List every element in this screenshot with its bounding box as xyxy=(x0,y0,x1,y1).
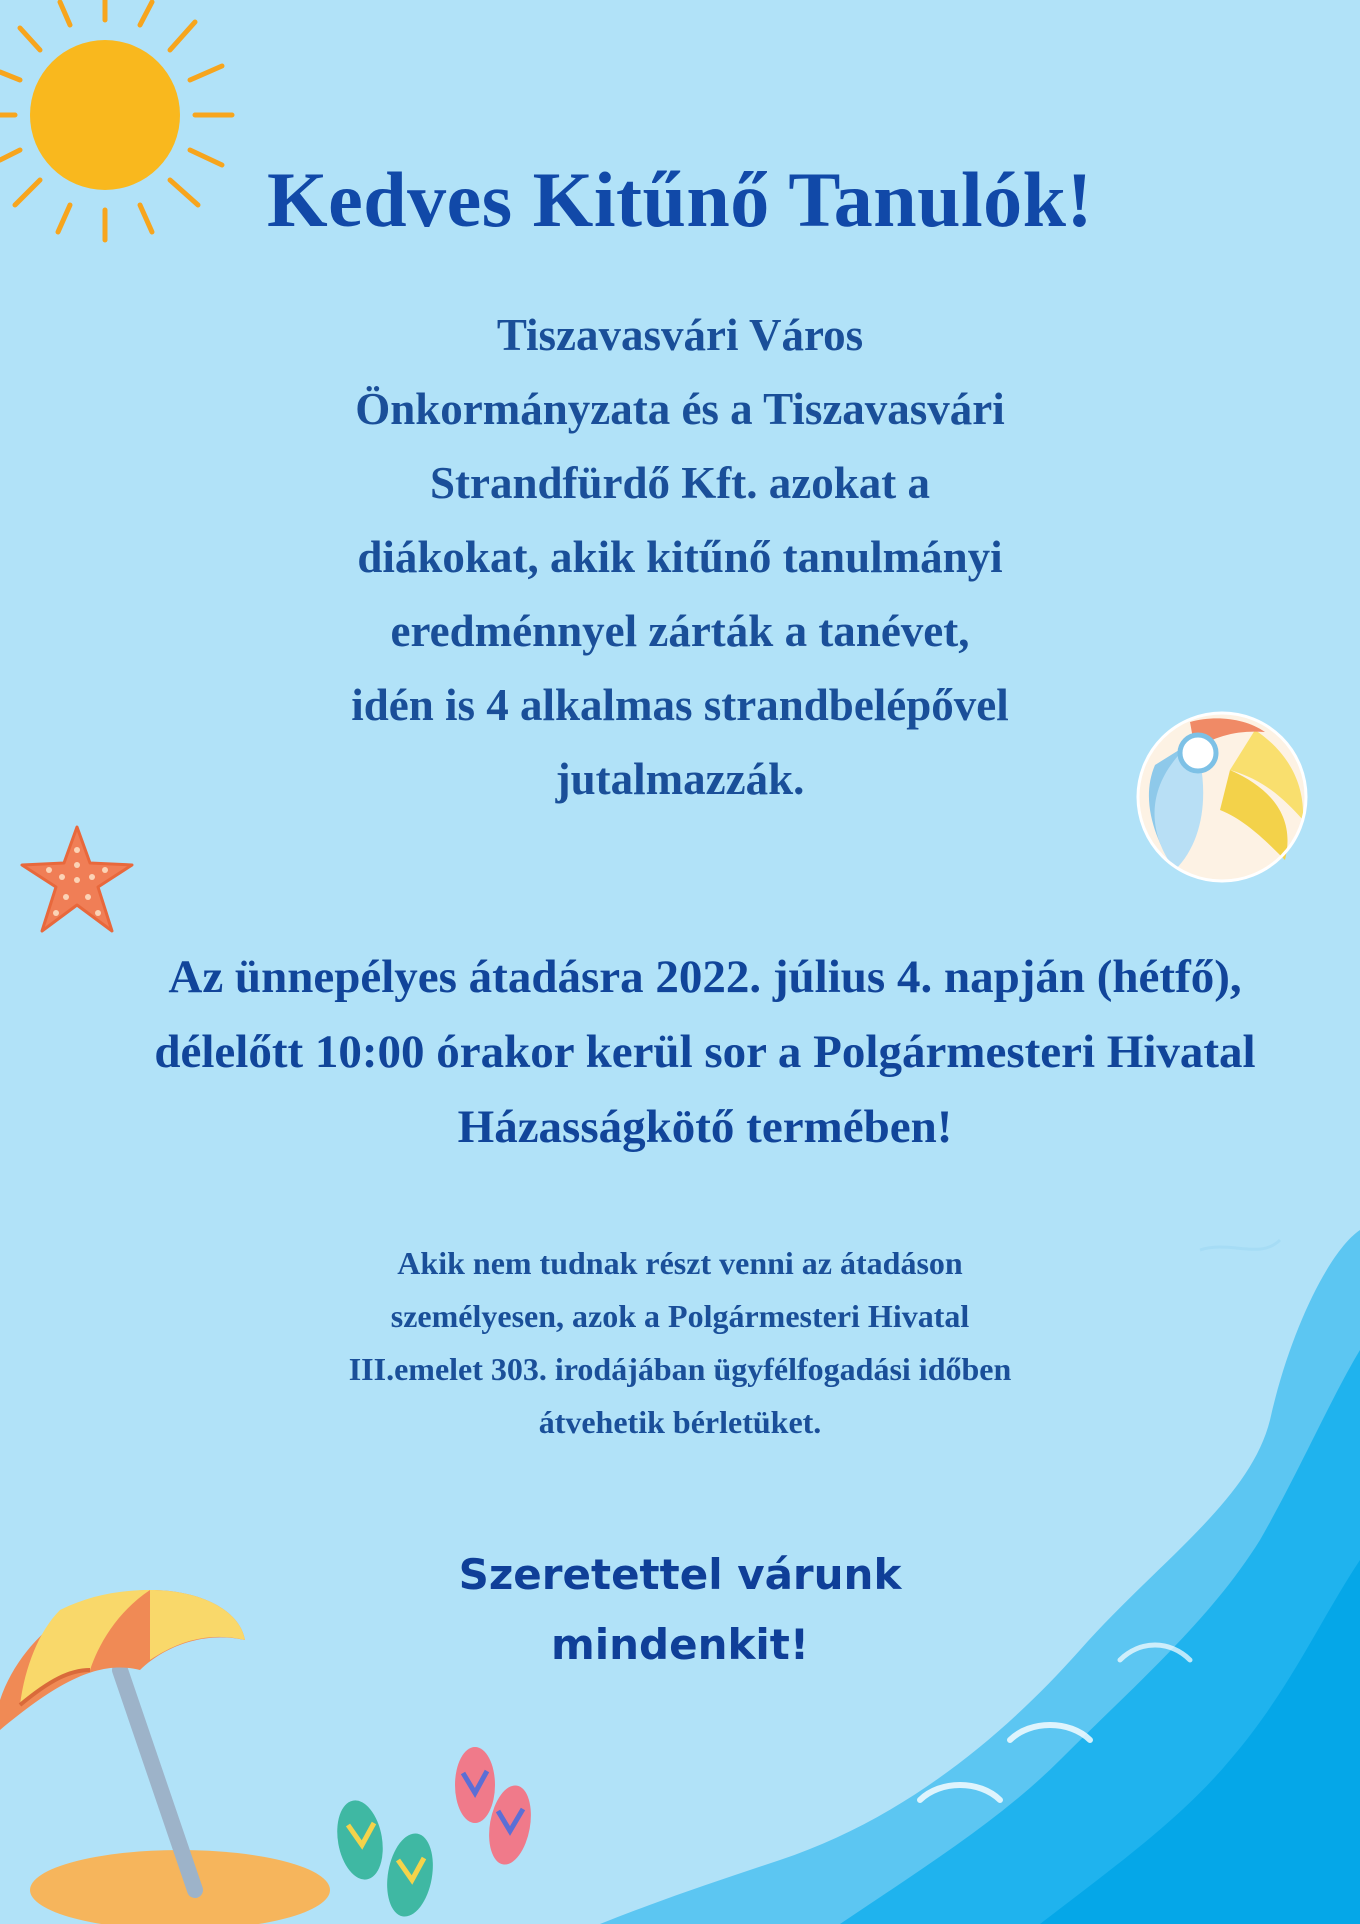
ceremony-line: Az ünnepélyes átadásra 2022. július 4. napján (hétfő), xyxy=(168,951,1242,1003)
ceremony-line: délelőtt 10:00 órakor kerül sor a Polgármesteri Hivatal xyxy=(154,1026,1256,1078)
note-line: átvehetik bérletüket. xyxy=(538,1404,822,1440)
starfish-icon xyxy=(20,825,135,935)
intro-line: eredménnyel zárták a tanévet, xyxy=(390,606,970,656)
intro-line: Tiszavasvári Város xyxy=(496,310,864,360)
ceremony-line: Házasságkötő termében! xyxy=(457,1101,953,1153)
intro-paragraph xyxy=(230,298,1130,816)
intro-line: jutalmazzák. xyxy=(555,754,805,804)
intro-line: diákokat, akik kitűnő tanulmányi xyxy=(357,532,1003,582)
closing-line: mindenkit! xyxy=(550,1620,810,1669)
intro-line: Strandfürdő Kft. azokat a xyxy=(429,458,930,508)
ceremony-paragraph xyxy=(60,940,1350,1165)
beach-ball-icon xyxy=(1135,710,1310,885)
note-line: személyesen, azok a Polgármesteri Hivatal xyxy=(390,1298,970,1334)
closing-message xyxy=(0,1540,1360,1680)
flip-flops-icon xyxy=(330,1745,550,1924)
closing-line: Szeretettel várunk xyxy=(458,1550,902,1599)
note-line: III.emelet 303. irodájában ügyfélfogadási időben xyxy=(348,1351,1012,1387)
note-line: Akik nem tudnak részt venni az átadáson xyxy=(397,1245,963,1281)
page-title: Kedves Kitűnő Tanulók! xyxy=(267,156,1093,243)
pickup-note-paragraph xyxy=(260,1237,1100,1449)
intro-line: idén is 4 alkalmas strandbelépővel xyxy=(351,680,1009,730)
intro-line: Önkormányzata és a Tiszavasvári xyxy=(355,384,1005,434)
